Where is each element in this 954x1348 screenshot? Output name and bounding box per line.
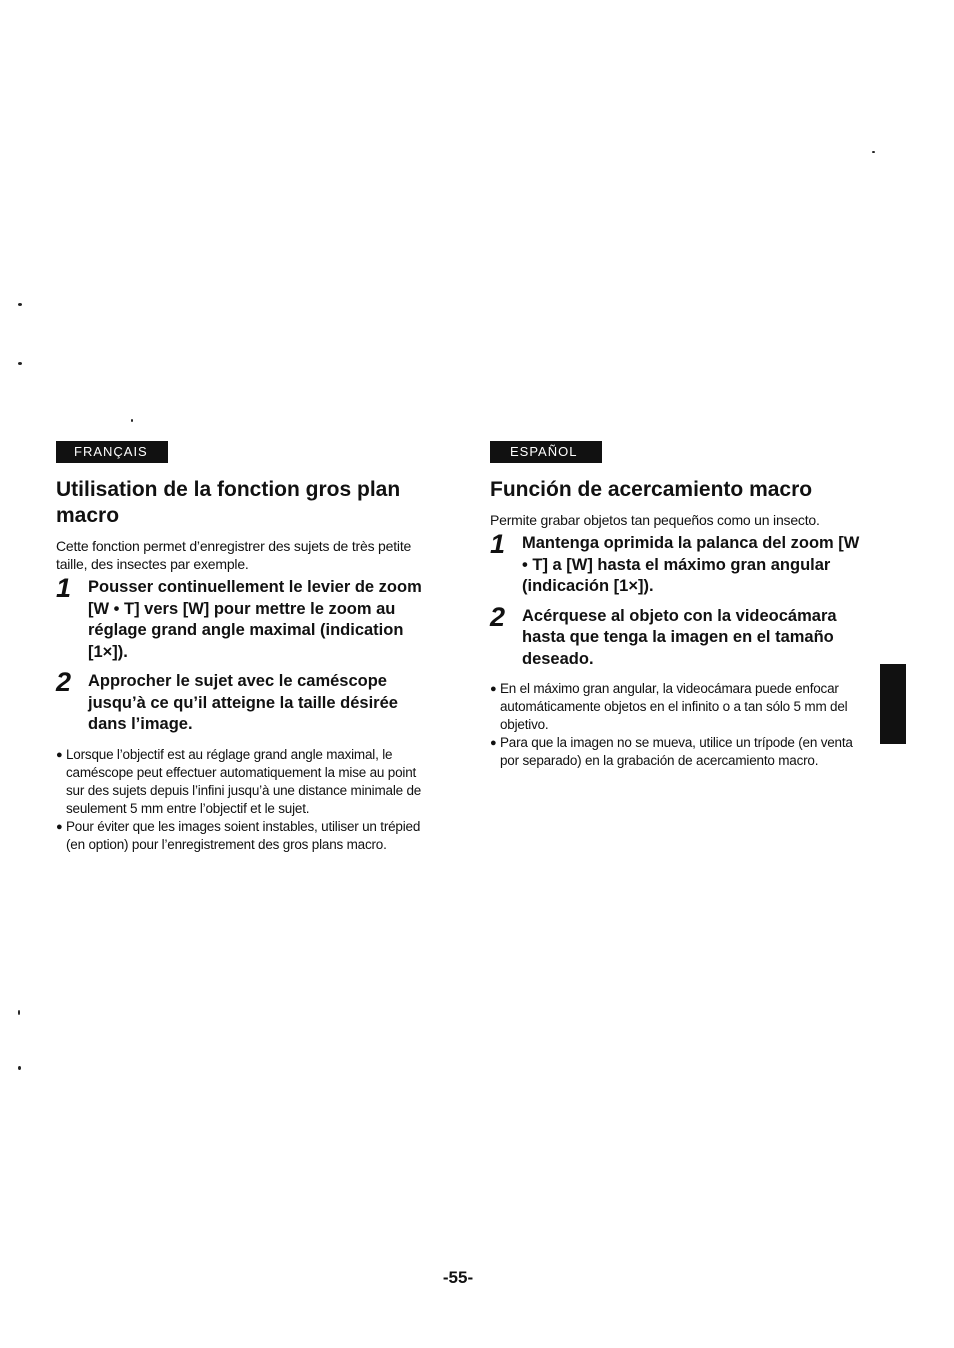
section-title-french: Utilisation de la fonction gros plan macro	[56, 478, 401, 527]
scan-speck	[872, 151, 875, 153]
step-number: 2	[56, 667, 72, 697]
step-2-french	[56, 667, 428, 736]
intro-text-spanish: Permite grabar objetos tan pequeños como un insecto.	[490, 512, 820, 528]
note-text: Pour éviter que les images soient instables, utiliser un trépied (en option) pour l’enregistrement des gros plans macro.	[66, 818, 421, 852]
bullet-icon: ●	[56, 820, 63, 833]
bullet-icon: ●	[56, 748, 63, 761]
step-text: Acérquese al objeto con la videocámara hasta que tenga la imagen en el tamaño deseado.	[522, 606, 837, 668]
step-text: Pousser continuellement le levier de zoom [W • T] vers [W] pour mettre le zoom au réglage grand angle maximal (indication [1×]).	[88, 578, 422, 661]
scan-speck	[131, 419, 133, 422]
section-tab-marker	[880, 664, 906, 744]
note-item	[56, 818, 428, 854]
step-text: Approcher le sujet avec le caméscope jusqu’à ce qu’il atteigne la taille désirée dans l’image.	[88, 672, 398, 733]
step-number: 1	[490, 529, 506, 559]
note-text: Lorsque l’objectif est au réglage grand angle maximal, le caméscope peut effectuer automatiquement la mise au point sur des sujets depuis l’infini jusqu’à une distance minimale de seulement 5 mm entre l’objectif et le sujet.	[66, 746, 422, 816]
step-1-spanish	[490, 529, 862, 598]
section-title-spanish: Función de acercamiento macro	[490, 478, 813, 501]
step-2-spanish	[490, 601, 862, 671]
note-item	[56, 746, 428, 818]
notes-list-french	[56, 746, 428, 854]
note-item	[490, 734, 862, 770]
note-text: Para que la imagen no se mueva, utilice un trípode (en venta por separado) en la grabación de acercamiento macro.	[500, 735, 853, 768]
language-tag-french: FRANÇAIS	[56, 441, 168, 463]
step-1-french	[56, 573, 428, 663]
notes-list-spanish	[490, 680, 862, 770]
scan-speck	[18, 1066, 21, 1070]
scan-speck	[18, 1010, 20, 1015]
note-text: En el máximo gran angular, la videocámara puede enfocar automáticamente objetos en el infinito o a tan sólo 5 mm del objetivo.	[500, 681, 848, 732]
scan-speck	[18, 303, 22, 306]
note-item	[490, 680, 862, 734]
bullet-icon: ●	[490, 737, 497, 749]
bullet-icon: ●	[490, 683, 497, 695]
step-number: 2	[490, 601, 506, 632]
spanish-section	[490, 441, 862, 770]
step-number: 1	[56, 573, 72, 603]
language-tag-spanish: ESPAÑOL	[490, 441, 602, 463]
scan-speck	[18, 362, 22, 365]
step-text: Mantenga oprimida la palanca del zoom [W • T] a [W] hasta el máximo gran angular (indicación [1×]).	[522, 534, 860, 595]
intro-text-french: Cette fonction permet d’enregistrer des sujets de très petite taille, des insectes par exemple.	[56, 538, 412, 572]
page-number: -55-	[442, 1268, 474, 1287]
french-section	[56, 441, 428, 854]
